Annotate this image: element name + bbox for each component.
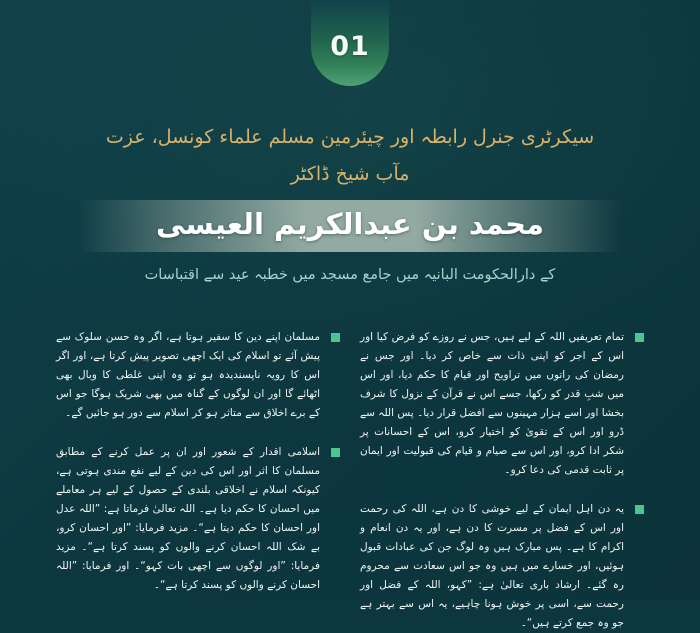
subtitle: کے دارالحکومت البانیہ میں جامع مسجد میں خطبہ عید سے اقتباسات bbox=[144, 267, 556, 283]
heading bbox=[40, 118, 660, 192]
heading-line-1: سیکرٹری جنرل رابطہ اور چیئرمین مسلم علماء کونسل، عزت bbox=[105, 126, 595, 148]
quote-text: تمام تعریفیں اللہ کے لیے ہیں، جس نے روزے کو فرض کیا اور اس کے اجر کو اپنی ذات سے خاص کر دیا۔ اور جس نے رمضان کی راتوں میں تراویح اور قیام کا حکم دیا، اور اس میں شبِ قدر کو رکھا، جسے اس نے قرآن کے نزول کا شرف بخشا اور اسے ہزار مہینوں سے افضل قرار دیا۔ پس اللہ سے ڈرو اور اس کے تقویٰ کو اختیار کرو، اس کے احسانات پر شکر ادا کرو، اور اس سے صیام و قیام کی قبولیت اور ایمان پر ثابت قدمی کی دعا کرو۔ bbox=[360, 331, 624, 476]
column-right bbox=[360, 328, 646, 629]
quote-item bbox=[360, 500, 646, 633]
content-columns bbox=[56, 328, 646, 629]
quote-item bbox=[56, 328, 342, 423]
title-band bbox=[78, 200, 622, 252]
page-number-badge bbox=[311, 0, 389, 86]
column-left bbox=[56, 328, 342, 600]
bullet-square-icon bbox=[635, 505, 644, 514]
bullet-square-icon bbox=[635, 333, 644, 342]
quote-item bbox=[360, 328, 646, 480]
page-number: 01 bbox=[330, 30, 370, 62]
heading-line-2: مآب شیخ ڈاکٹر bbox=[290, 163, 410, 185]
quote-item bbox=[56, 443, 342, 595]
quote-text: یہ دن اہل ایمان کے لیے خوشی کا دن ہے، اللہ کی رحمت اور اس کے فضل پر مسرت کا دن ہے، اور یہ دن انعام و اکرام کا ہے۔ پس مبارک ہیں وہ لوگ جن کی عبادات قبول ہوئیں، اور خسارے میں ہیں وہ جو اس سعادت سے محروم رہ گئے۔ ارشاد باری تعالیٰ ہے: ”کہو، اللہ کے فضل اور رحمت سے، اسی پر خوش ہونا چاہیے، یہ اس سے بہتر ہے جو وہ جمع کرتے ہیں“۔ bbox=[360, 503, 624, 629]
bullet-square-icon bbox=[331, 333, 340, 342]
quote-text: مسلمان اپنے دین کا سفیر ہوتا ہے، اگر وہ حسن سلوک سے پیش آئے تو اسلام کی ایک اچھی تصویر پیش کرتا ہے، اور اگر اس کا رویہ ناپسندیدہ ہو تو وہ اپنی غلطی کا وبال بھی اٹھائے گا اور ان لوگوں کے گناہ میں بھی شریک ہوگا جو اس کے برے اخلاق سے متاثر ہو کر اسلام سے دور ہو جائیں گے۔ bbox=[56, 331, 320, 419]
page-title: محمد بن عبدالکریم العیسی bbox=[156, 207, 544, 241]
bullet-square-icon bbox=[331, 448, 340, 457]
quote-text: اسلامی اقدار کے شعور اور ان پر عمل کرنے کے مطابق مسلمان کا اثر اور اس کی دین کے لیے نفع مندی ہوتی ہے، کیونکہ اسلام نے اخلاقی بلندی کے حصول کے لیے ہر معاملے میں احسان کا حکم دیا ہے۔ اللہ تعالیٰ فرماتا ہے: ”اللہ عدل اور احسان کا حکم دیتا ہے“۔ مزید فرمایا: ”اور احسان کرو، بے شک اللہ احسان کرنے والوں کو پسند کرتا ہے“۔ مزید فرمایا: ”اور لوگوں سے اچھی بات کہو“۔ اور فرمایا: ”اللہ احسان کرنے والوں کو پسند کرتا ہے“۔ bbox=[56, 446, 320, 591]
